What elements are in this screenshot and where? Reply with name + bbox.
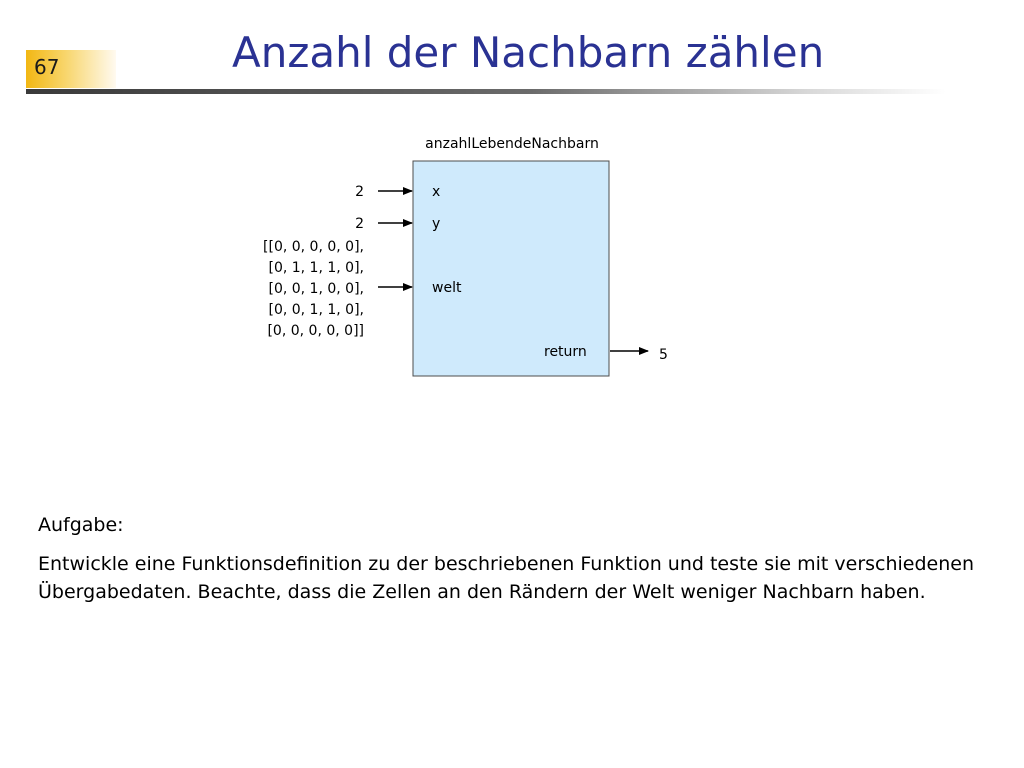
- task-description: Entwickle eine Funktionsdefinition zu der beschriebenen Funktion und teste sie mit verschiedenen Übergabedaten. Beachte, dass die Zellen an den Rändern der Welt weniger Nachbarn haben.: [38, 553, 975, 603]
- task-heading: Aufgabe:: [38, 514, 124, 536]
- param-x: x: [432, 184, 441, 200]
- input-welt-row-2: [0, 1, 1, 1, 0],: [268, 260, 364, 276]
- param-welt: welt: [432, 280, 462, 296]
- function-name: anzahlLebendeNachbarn: [425, 136, 599, 152]
- input-welt-row-3: [0, 0, 1, 0, 0],: [268, 281, 364, 297]
- return-label: return: [544, 344, 587, 360]
- input-welt-row-1: [[0, 0, 0, 0, 0],: [263, 239, 364, 255]
- slide-number: 67: [34, 55, 60, 79]
- slide-title: Anzahl der Nachbarn zählen: [232, 28, 825, 77]
- input-value-y: 2: [355, 216, 364, 232]
- input-value-x: 2: [355, 184, 364, 200]
- param-y: y: [432, 216, 441, 232]
- input-welt-row-4: [0, 0, 1, 1, 0],: [268, 302, 364, 318]
- return-value: 5: [659, 347, 668, 363]
- input-welt-row-5: [0, 0, 0, 0, 0]]: [267, 323, 364, 339]
